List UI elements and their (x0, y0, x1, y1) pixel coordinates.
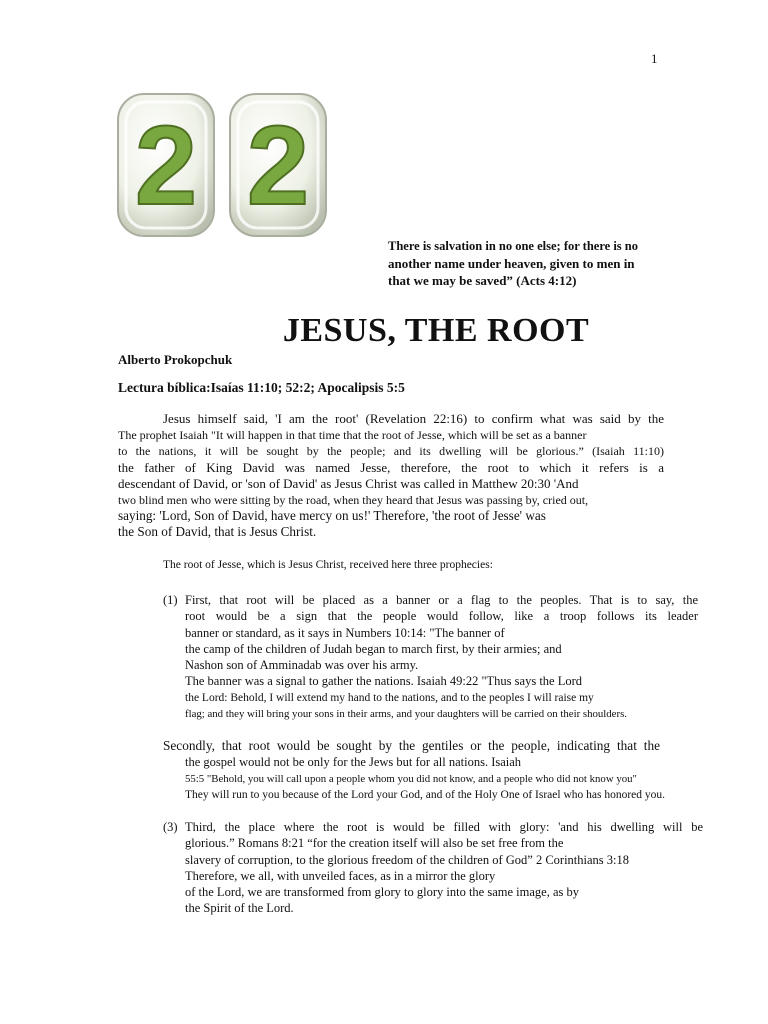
document-title: JESUS, THE ROOT (282, 312, 590, 349)
svg-text:2: 2 (134, 103, 198, 228)
prophecy-line: flag; and they will bring your sons in their arms, and your daughters will be carried on their shoulders. (185, 708, 627, 721)
prophecy-line: (1) First, that root will be placed as a banner or a flag to the peoples. That is to say, the (163, 593, 698, 607)
epigraph-quote (388, 238, 688, 289)
svg-text:2: 2 (246, 103, 310, 228)
bible-reading: Lectura bíblica:Isaías 11:10; 52:2; Apocalipsis 5:5 (118, 380, 405, 395)
prophecy-line: banner or standard, as it says in Numbers 10:14: "The banner of (185, 625, 505, 640)
prophecy-third (163, 819, 703, 917)
epigraph-line: another name under heaven, given to men in (388, 256, 635, 271)
prophecy-line: the Lord: Behold, I will extend my hand to the nations, and to the peoples I will raise my (185, 691, 594, 704)
prophecy-line: the camp of the children of Judah began to march first, by their armies; and (185, 641, 562, 656)
main-paragraph (118, 411, 664, 541)
epigraph-line: that we may be saved” (Acts 4:12) (388, 273, 577, 288)
prophecy-first (163, 592, 698, 722)
page-number: 1 (651, 51, 658, 66)
prophecy-second (163, 738, 666, 803)
author-name: Alberto Prokopchuk (118, 352, 233, 367)
logo-digit-tile (228, 92, 328, 238)
logo-22 (116, 92, 332, 240)
prophecy-line: 55:5 "Behold, you will call upon a people whom you did not know, and a people who did not know you" (185, 772, 637, 785)
prophecy-line: glorious.” Romans 8:21 “for the creation itself will also be set free from the (185, 836, 564, 851)
paragraph-line: to the nations, it will be sought by the people; and its dwelling will be glorious.” (Isaiah 11:10) (118, 444, 664, 459)
list-marker: (1) (163, 593, 178, 607)
logo-digit-tile (116, 92, 216, 238)
paragraph-line: two blind men who were sitting by the road, when they heard that Jesus was passing by, cried out, (118, 493, 589, 508)
epigraph-line: There is salvation in no one else; for there is no (388, 239, 638, 253)
prophecy-line: (3) Third, the place where the root is would be filled with glory: 'and his dwelling will be (163, 820, 703, 834)
prophecy-line: the gospel would not be only for the Jews but for all nations. Isaiah (185, 755, 522, 770)
prophecy-line: The banner was a signal to gather the nations. Isaiah 49:22 "Thus says the Lord (185, 674, 583, 689)
list-marker: (3) (163, 820, 178, 834)
paragraph-line: saying: 'Lord, Son of David, have mercy on us!' Therefore, 'the root of Jesse' was (118, 508, 546, 524)
paragraph-line: The prophet Isaiah "It will happen in that time that the root of Jesse, which will be set as a banner (118, 428, 587, 443)
prophecy-line: Nashon son of Amminadab was over his army. (185, 658, 419, 673)
prophecy-line: Secondly, that root would be sought by the gentiles or the people, indicating that the (163, 738, 660, 753)
paragraph-line: the father of King David was named Jesse, therefore, the root to which it refers is a (118, 459, 664, 475)
prophecy-line: They will run to you because of the Lord your God, and of the Holy One of Israel who has honored you. (185, 788, 666, 801)
prophecy-line: the Spirit of the Lord. (185, 901, 294, 916)
paragraph-line: Jesus himself said, 'I am the root' (Revelation 22:16) to confirm what was said by the (163, 411, 664, 426)
prophecy-line: root would be a sign that the people would follow, like a troop follows its leader (185, 609, 698, 624)
prophecy-line: of the Lord, we are transformed from glory to glory into the same image, as by (185, 885, 579, 900)
prophecy-line: slavery of corruption, to the glorious freedom of the children of God” 2 Corinthians 3:18 (185, 852, 629, 867)
paragraph-line: the Son of David, that is Jesus Christ. (118, 524, 317, 540)
prophecies-intro: The root of Jesse, which is Jesus Christ, received here three prophecies: (163, 559, 493, 571)
prophecy-line: Therefore, we all, with unveiled faces, as in a mirror the glory (185, 868, 496, 883)
paragraph-line: descendant of David, or 'son of David' as Jesus Christ was called in Matthew 20:30 'And (118, 475, 579, 491)
